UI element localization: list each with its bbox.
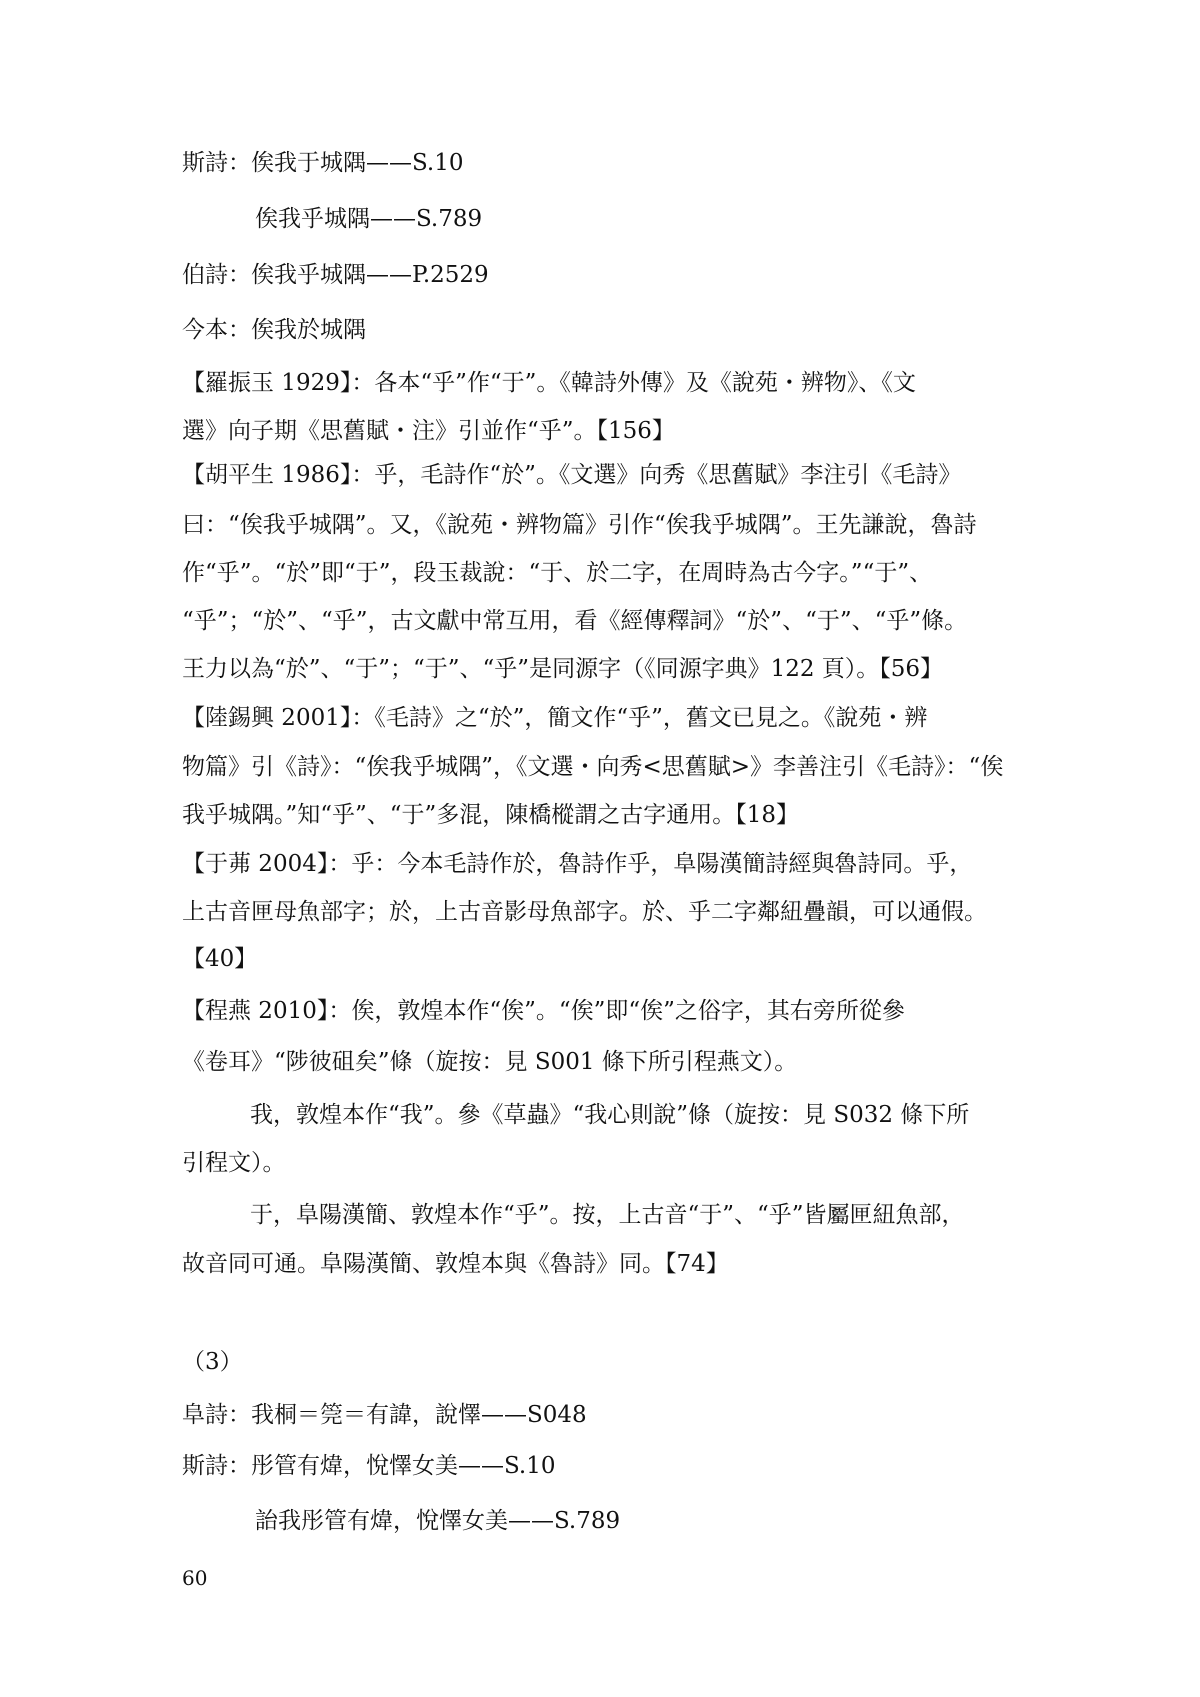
- text-line: 【40】: [182, 946, 258, 972]
- text-line: 伯詩：俟我乎城隅——P.2529: [182, 262, 489, 288]
- text-line: 斯詩：俟我于城隅——S.10: [182, 150, 464, 176]
- text-line: 【羅振玉 1929】：各本“乎”作“于”。《韓詩外傳》及《說苑・辨物》、《文: [182, 370, 916, 396]
- text-line: 【陸錫興 2001】：《毛詩》之“於”，簡文作“乎”，舊文已見之。《說苑・辨: [182, 705, 928, 731]
- text-line: 故音同可通。阜陽漢簡、敦煌本與《魯詩》同。【74】: [182, 1251, 729, 1277]
- page-number: 60: [182, 1566, 208, 1590]
- text-line: 上古音匣母魚部字；於，上古音影母魚部字。於、乎二字鄰紐疊韻，可以通假。: [182, 899, 987, 925]
- text-line: 俟我乎城隅——S.789: [255, 206, 483, 232]
- text-line: 我，敦煌本作“我”。參《草蟲》“我心則說”條（旋按：見 S032 條下所: [250, 1102, 970, 1128]
- text-line: 【于茀 2004】：乎：今本毛詩作於，魯詩作乎，阜陽漢簡詩經與魯詩同。乎，: [182, 851, 973, 877]
- text-line: 引程文）。: [182, 1150, 286, 1176]
- text-line: 《卷耳》“陟彼砠矣”條（旋按：見 S001 條下所引程燕文）。: [182, 1049, 798, 1075]
- text-line: 作“乎”。“於”即“于”，段玉裁說：“于、於二字，在周時為古今字。”“于”、: [182, 560, 933, 586]
- section-number: （3）: [182, 1349, 243, 1375]
- text-line: 【胡平生 1986】：乎，毛詩作“於”。《文選》向秀《思舊賦》李注引《毛詩》: [182, 462, 962, 488]
- text-line: 于，阜陽漢簡、敦煌本作“乎”。按，上古音“于”、“乎”皆屬匣紐魚部，: [250, 1202, 965, 1228]
- text-line: 選》向子期《思舊賦・注》引並作“乎”。【156】: [182, 418, 675, 444]
- text-line: 詒我彤管有煒，悅懌女美——S.789: [255, 1508, 621, 1534]
- text-line: 物篇》引《詩》：“俟我乎城隅”，《文選・向秀<思舊賦>》李善注引《毛詩》：“俟: [182, 754, 1004, 780]
- text-line: 曰：“俟我乎城隅”。又，《說苑・辨物篇》引作“俟我乎城隅”。王先謙說，魯詩: [182, 512, 977, 538]
- text-line: 阜詩：我桐＝筦＝有諱，說懌——S048: [182, 1402, 587, 1428]
- text-line: 【程燕 2010】：俟，敦煌本作“俟”。“俟”即“俟”之俗字，其右旁所從參: [182, 998, 905, 1024]
- text-line: “乎”；“於”、“乎”，古文獻中常互用，看《經傳釋詞》“於”、“于”、“乎”條。: [182, 608, 968, 634]
- text-line: 斯詩：彤管有煒，悅懌女美——S.10: [182, 1453, 556, 1479]
- text-line: 王力以為“於”、“于”；“于”、“乎”是同源字（《同源字典》122 頁）。【56】: [182, 656, 944, 682]
- text-line: 今本：俟我於城隅: [182, 317, 366, 343]
- text-line: 我乎城隅。”知“乎”、“于”多混，陳橋樅謂之古字通用。【18】: [182, 802, 800, 828]
